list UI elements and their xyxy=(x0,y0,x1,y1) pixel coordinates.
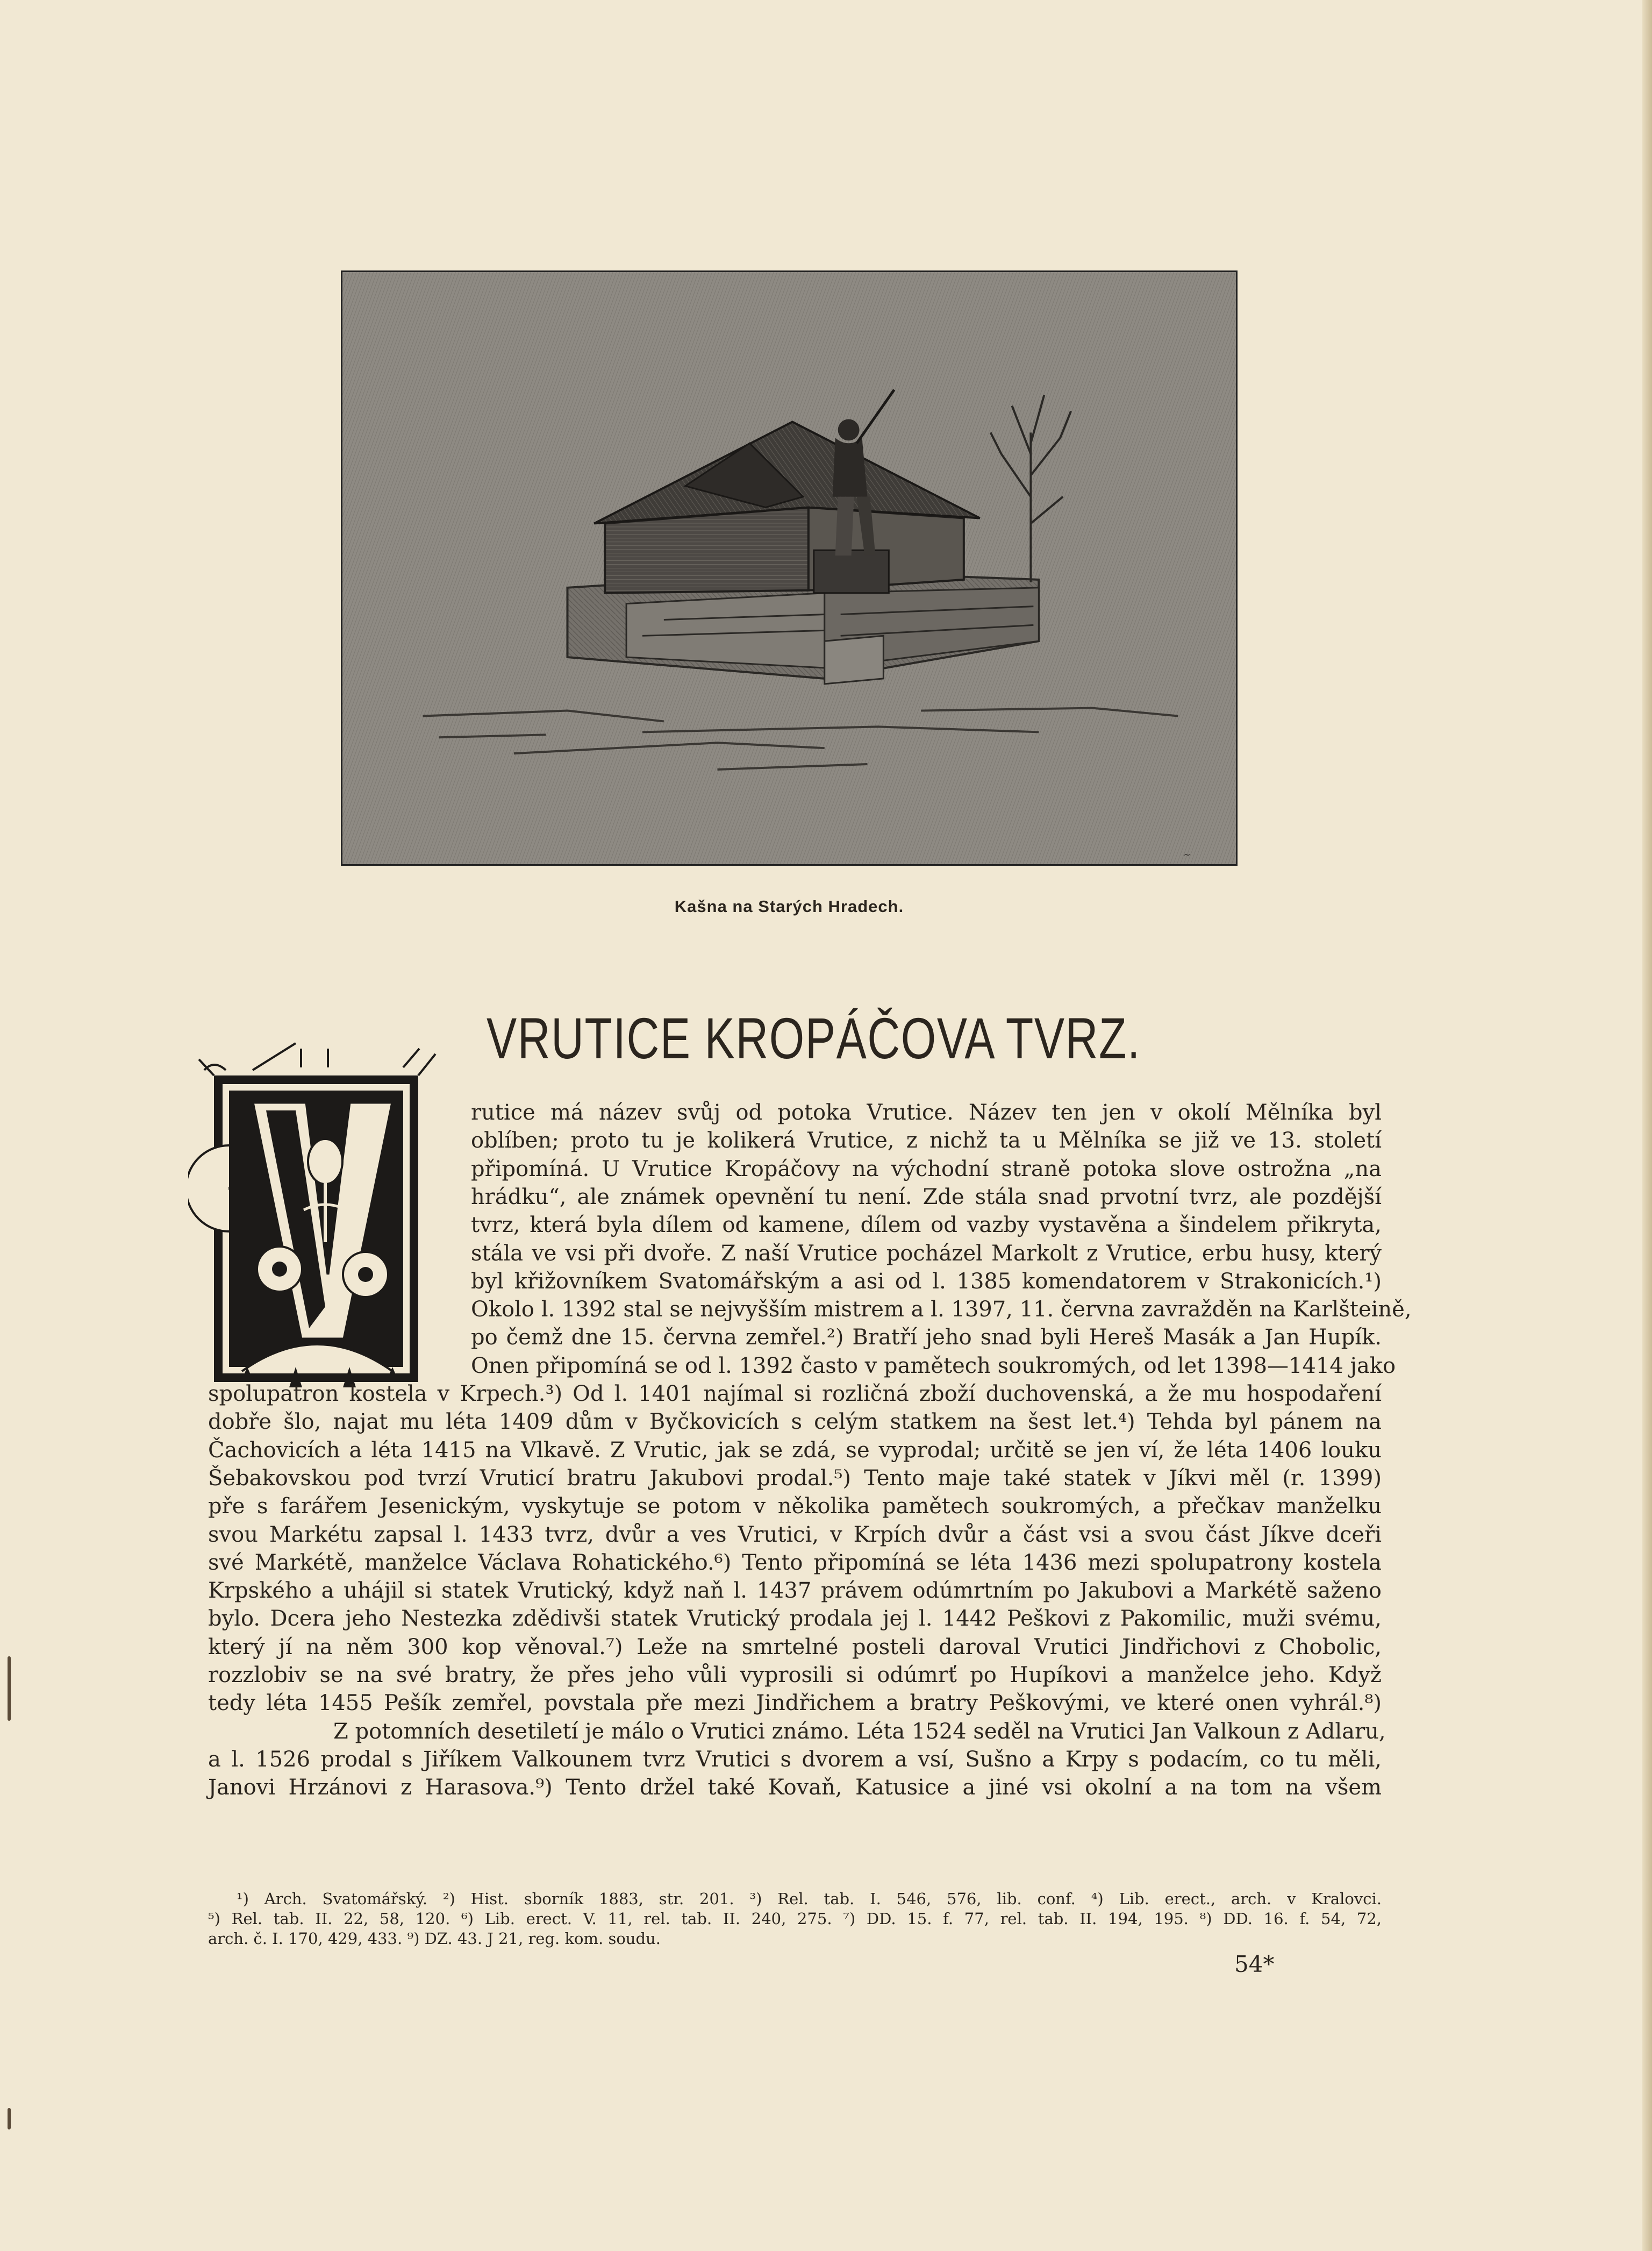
footnote-line: ¹) Arch. Svatomářský. ²) Hist. sborník 1883, str. 201. ³) Rel. tab. I. 546, 576, lib. conf. ⁴) Lib. erect., arch. v Kralovci. xyxy=(237,1890,1382,1908)
body-line: rozzlobiv se na své bratry, že přes jeho vůli vyprosili si odúmrť po Hupíkovi a manželce jeho. Když xyxy=(208,1663,1382,1687)
body-line: Z potomních desetiletí je málo o Vrutici známo. Léta 1524 seděl na Vrutici Jan Valkoun z Adlaru, xyxy=(333,1719,1386,1744)
body-line: byl křižovníkem Svatomářským a asi od l. 1385 komendatorem v Strakonicích.¹) xyxy=(471,1269,1382,1294)
binding-mark xyxy=(8,1656,11,1721)
footnote-line: ⁵) Rel. tab. II. 22, 58, 120. ⁶) Lib. erect. V. 11, rel. tab. II. 240, 275. ⁷) DD. 15. f. 77, rel. tab. II. 194, 195. ⁸) DD. 16. f. 54, 72, xyxy=(208,1910,1382,1928)
body-line: pře s farářem Jesenickým, vyskytuje se potom v několika pamětech soukromých, a přečkav manželku xyxy=(208,1494,1382,1519)
binding-mark xyxy=(8,2108,11,2129)
body-line: připomíná. U Vrutice Kropáčovy na východní straně potoka slove ostrožna „na xyxy=(471,1156,1382,1181)
page-number: 54* xyxy=(1234,1951,1275,1977)
body-line: svou Markétu zapsal l. 1433 tvrz, dvůr a ves Vrutici, v Krpích dvůr a část vsi a svou část Jíkve dceři xyxy=(208,1522,1382,1547)
illustration-caption: Kašna na Starých Hradech. xyxy=(674,897,904,916)
body-line: rutice má název svůj od potoka Vrutice. Název ten jen v okolí Mělníka byl xyxy=(471,1100,1382,1125)
body-line: Krpského a uhájil si statek Vrutický, když naň l. 1437 právem odúmrtním po Jakubovi a Markétě saženo xyxy=(208,1578,1382,1604)
body-line: stála ve vsi při dvoře. Z naší Vrutice pocházel Markolt z Vrutice, erbu husy, který xyxy=(471,1241,1382,1266)
chapter-title: VRUTICE KROPÁČOVA TVRZ. xyxy=(487,1006,1141,1071)
fountain-illustration xyxy=(341,270,1238,866)
body-line: a l. 1526 prodal s Jiříkem Valkounem tvrz Vrutici s dvorem a vsí, Sušno a Krpy s podacím, co tu měli, xyxy=(208,1747,1382,1772)
body-line: Čachovicích a léta 1415 na Vlkavě. Z Vrutic, jak se zdá, se vyprodal; určitě se jen ví, že léta 1406 louku xyxy=(208,1437,1382,1463)
body-line: bylo. Dcera jeho Nestezka zdědivši statek Vrutický prodala jej l. 1442 Peškovi z Pakomilic, muži svému, xyxy=(208,1606,1382,1632)
body-line: spolupatron kostela v Krpech.³) Od l. 1401 najímal si rozličná zboží duchovenská, a že mu hospodaření xyxy=(208,1381,1382,1406)
page-edge xyxy=(1642,0,1652,2251)
svg-text:~: ~ xyxy=(1183,850,1191,860)
footnote-line: arch. č. I. 170, 429, 433. ⁹) DZ. 43. J 21, reg. kom. soudu. xyxy=(208,1929,661,1948)
body-line: po čemž dne 15. června zemřel.²) Bratří jeho snad byli Hereš Masák a Jan Hupík. xyxy=(471,1325,1382,1350)
body-line: oblíben; proto tu je kolikerá Vrutice, z nichž ta u Mělníka se již ve 13. století xyxy=(471,1128,1382,1153)
body-line: dobře šlo, najat mu léta 1409 dům v Byčkovicích s celým statkem na šest let.⁴) Tehda byl pánem na xyxy=(208,1409,1382,1435)
body-line: Šebakovskou pod tvrzí Vruticí bratru Jakubovi prodal.⁵) Tento maje také statek v Jíkvi měl (r. 1399) xyxy=(208,1465,1382,1491)
body-line: Janovi Hrzánovi z Harasova.⁹) Tento držel také Kovaň, Katusice a jiné vsi okolní a na tom na všem xyxy=(208,1775,1382,1800)
ornamental-v-icon xyxy=(188,1038,446,1398)
fountain-engraving xyxy=(342,272,1236,864)
body-line: tedy léta 1455 Pešík zemřel, povstala pře mezi Jindřichem a bratry Peškovými, ve které onen vyhrál.⁸) xyxy=(208,1691,1382,1716)
body-line: Okolo l. 1392 stal se nejvyšším mistrem a l. 1397, 11. června zavražděn na Karlšteině, xyxy=(471,1297,1412,1322)
decorative-initial xyxy=(188,1038,446,1398)
body-line: své Markétě, manželce Václava Rohatického.⁶) Tento připomíná se léta 1436 mezi spolupatrony kostela xyxy=(208,1550,1382,1575)
body-line: který jí na něm 300 kop věnoval.⁷) Leže na smrtelné posteli daroval Vrutici Jindřichovi z Chobolic, xyxy=(208,1634,1382,1659)
body-line: Onen připomíná se od l. 1392 často v pamětech soukromých, od let 1398—1414 jako xyxy=(471,1353,1396,1378)
body-line: hrádku“, ale známek opevnění tu není. Zde stála snad prvotní tvrz, ale pozdější xyxy=(471,1184,1382,1209)
body-line: tvrz, která byla dílem od kamene, dílem od vazby vystavěna a šindelem přikryta, xyxy=(471,1213,1382,1238)
